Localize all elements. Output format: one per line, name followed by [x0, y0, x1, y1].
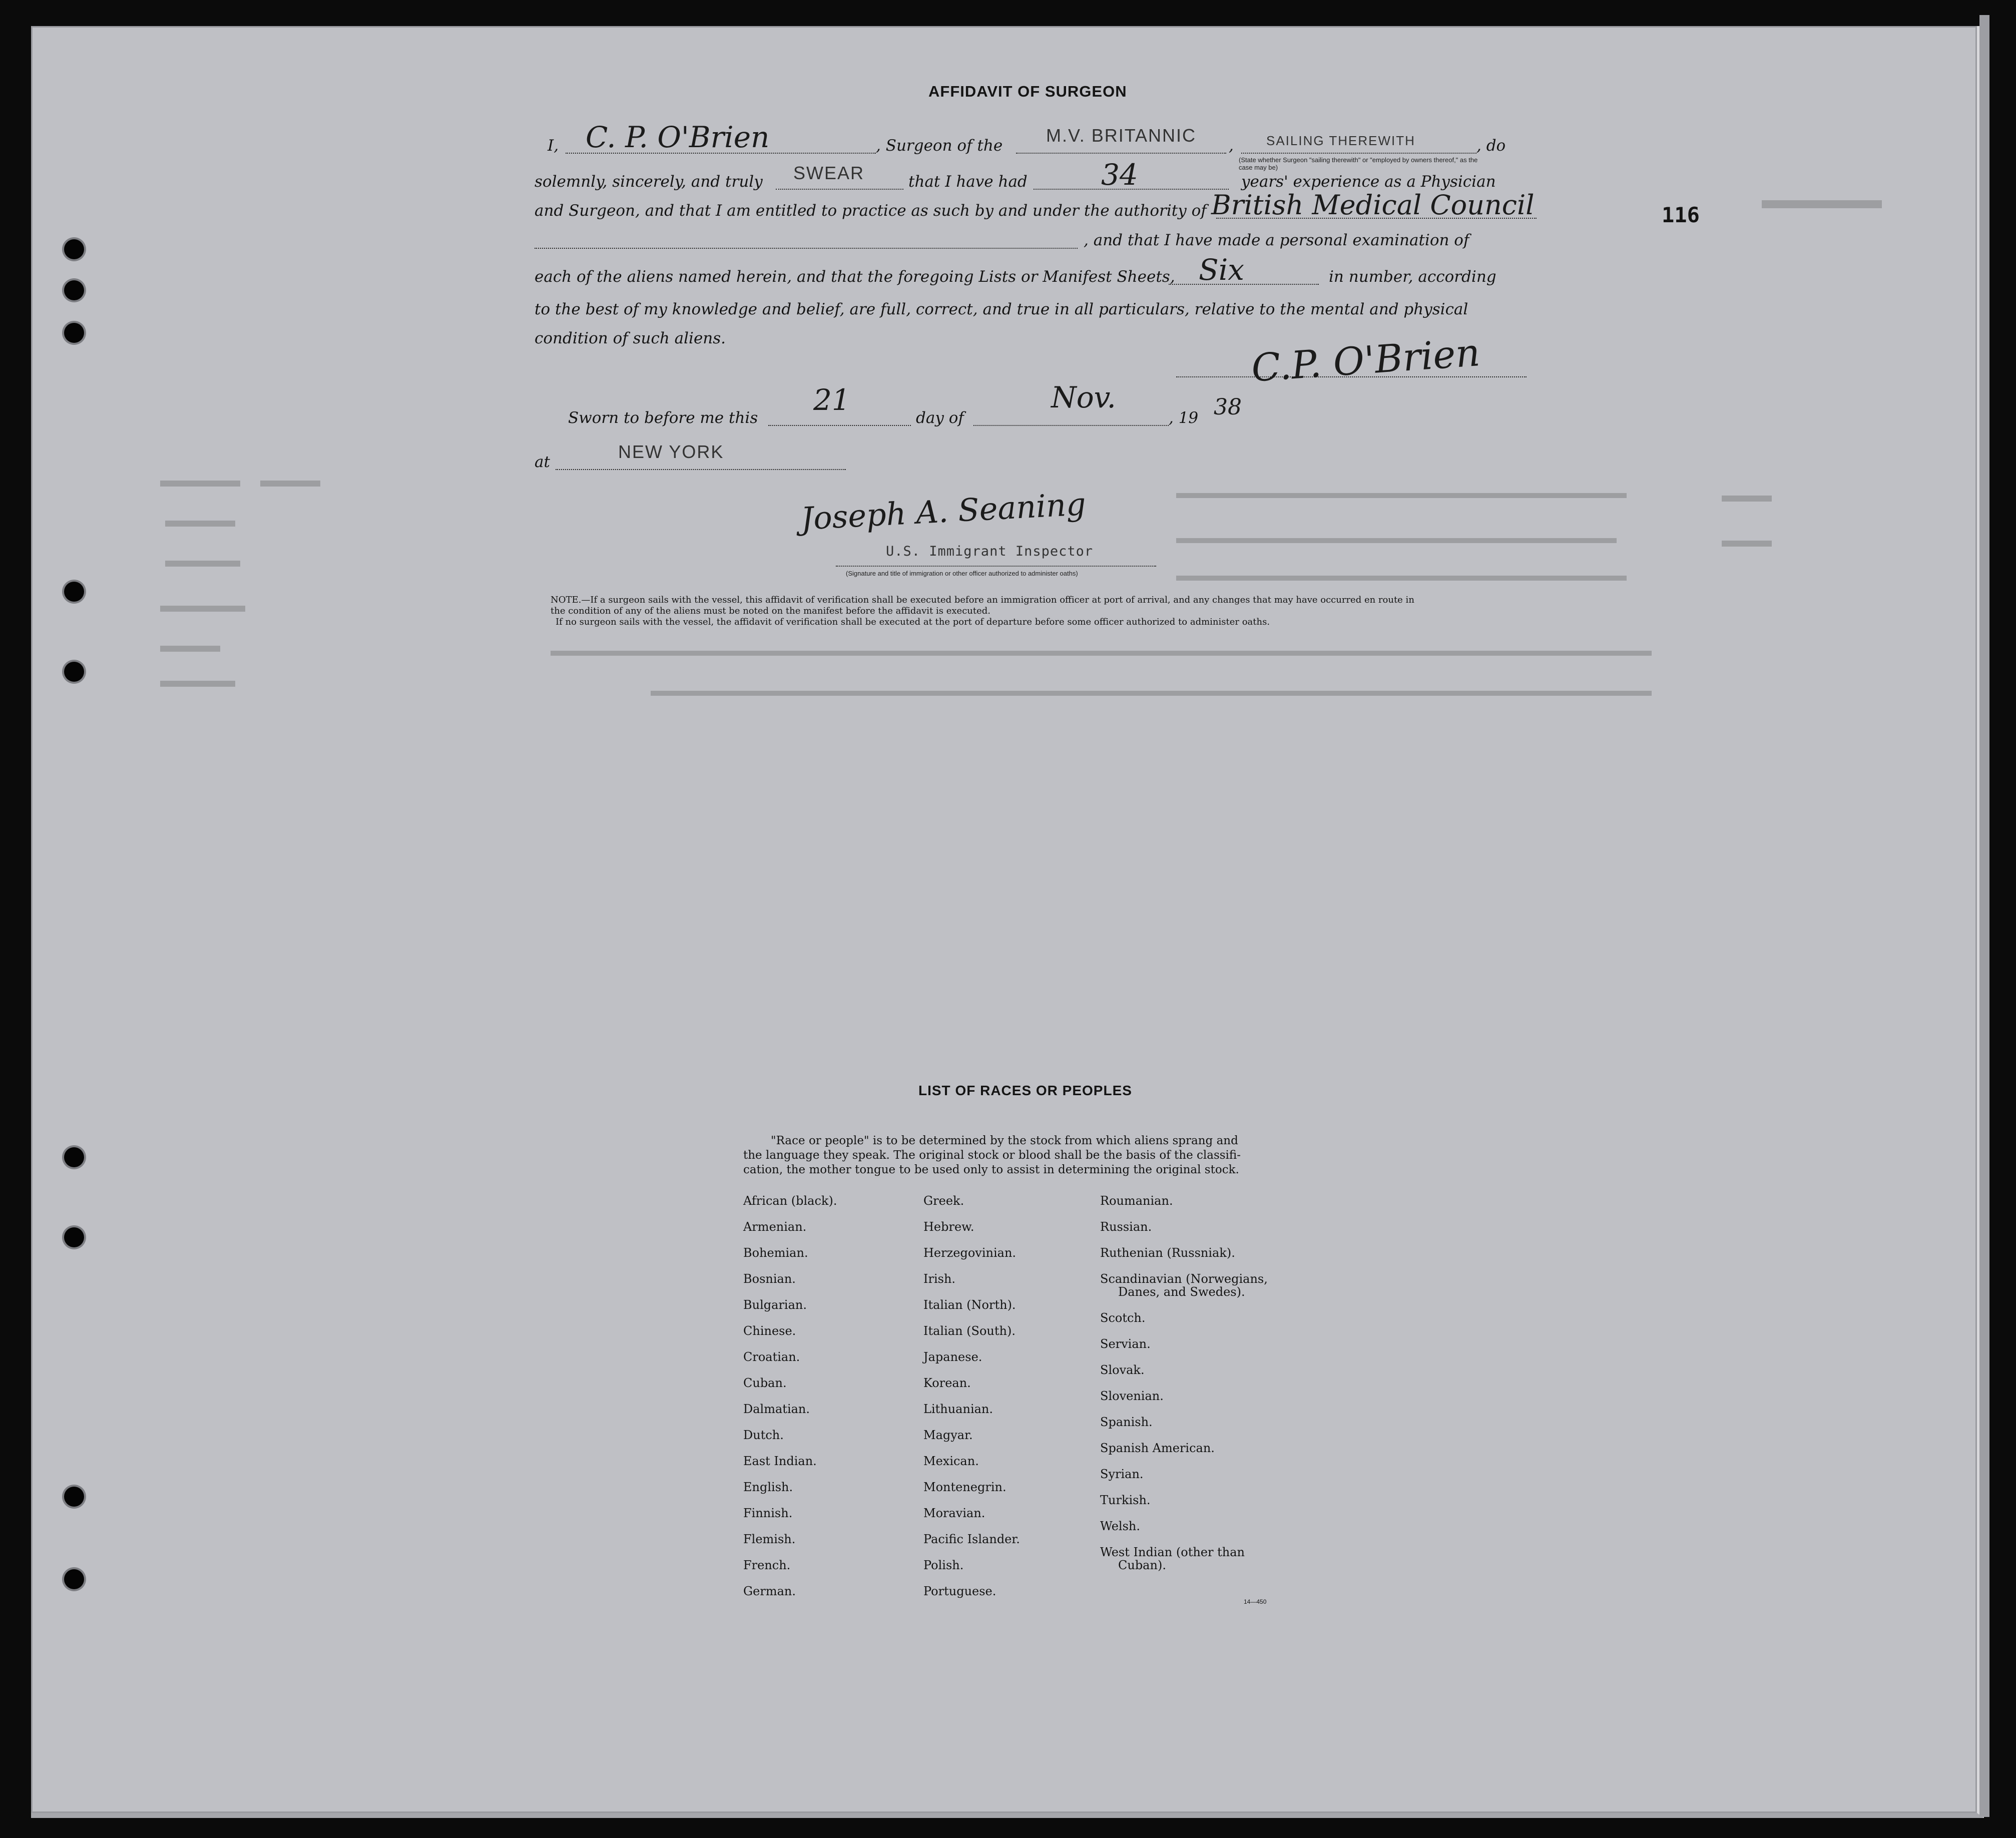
- page-edge: [1979, 15, 1989, 1817]
- affidavit-line2-had: that I have had: [908, 173, 1028, 191]
- form-number: 14—450: [1244, 1598, 1267, 1605]
- race-item: Herzegovinian.: [923, 1246, 1017, 1260]
- affidavit-line7: condition of such aliens.: [535, 329, 726, 347]
- bleed-through-mark: [551, 651, 1652, 656]
- affidavit-line5-suffix: in number, according: [1329, 268, 1496, 286]
- race-item: Japanese.: [923, 1350, 982, 1364]
- day-blank: [768, 425, 911, 426]
- place-blank: [556, 469, 846, 470]
- race-item: Hebrew.: [923, 1220, 974, 1234]
- race-item: Spanish.: [1100, 1415, 1153, 1429]
- race-item: Portuguese.: [923, 1584, 996, 1598]
- binder-hole: [64, 1227, 84, 1247]
- affidavit-line4: , and that I have made a personal examination of: [1084, 231, 1469, 249]
- bleed-through-mark: [1176, 538, 1617, 543]
- affidavit-line1-surgeon-of: , Surgeon of the: [876, 137, 1003, 155]
- affidavit-line5-prefix: each of the aliens named herein, and that the foregoing Lists or Manifest Sheets,: [535, 268, 1175, 286]
- race-item: Dalmatian.: [743, 1402, 810, 1416]
- month-handwritten: Nov.: [1051, 380, 1116, 414]
- affidavit-line2-experience: years' experience as a Physician: [1241, 173, 1496, 191]
- race-item: Bohemian.: [743, 1246, 808, 1260]
- races-column-1: [743, 1194, 837, 1611]
- sworn-label: Sworn to before me this: [568, 409, 758, 427]
- bleed-through-mark: [1176, 493, 1627, 498]
- surgeon-name-handwritten: C. P. O'Brien: [586, 120, 770, 154]
- race-item: Ruthenian (Russniak).: [1100, 1246, 1235, 1260]
- bleed-through-mark: [160, 646, 220, 652]
- race-item: Croatian.: [743, 1350, 800, 1364]
- race-item: Russian.: [1100, 1220, 1152, 1234]
- race-item: Magyar.: [923, 1428, 973, 1442]
- race-item: Welsh.: [1100, 1519, 1140, 1533]
- surgeon-signature: C.P. O'Brien: [1250, 330, 1481, 390]
- bleed-through-mark: [165, 521, 235, 527]
- sheets-handwritten: Six: [1199, 253, 1244, 287]
- race-item: Italian (South).: [923, 1324, 1016, 1338]
- bleed-through-mark: [1722, 541, 1772, 547]
- race-item: African (black).: [743, 1194, 837, 1208]
- sheet-number: 116: [1662, 203, 1700, 227]
- binder-hole: [64, 582, 84, 602]
- race-item: Syrian.: [1100, 1467, 1144, 1481]
- month-blank: [973, 425, 1169, 426]
- authority-handwritten: British Medical Council: [1211, 189, 1535, 221]
- place-stamp: NEW YORK: [618, 441, 724, 462]
- race-item: Scotch.: [1100, 1311, 1146, 1325]
- note-line2: the condition of any of the aliens must be noted on the manifest before the affidavit is executed.: [551, 606, 990, 616]
- race-item: Slovenian.: [1100, 1389, 1164, 1403]
- race-item: Finnish.: [743, 1506, 793, 1520]
- race-item: Roumanian.: [1100, 1194, 1173, 1208]
- races-column-2: [923, 1194, 1020, 1611]
- bleed-through-mark: [160, 606, 245, 612]
- binder-hole: [64, 239, 84, 259]
- year-handwritten: 38: [1214, 394, 1242, 420]
- races-intro-line2: the language they speak. The original stock or blood shall be the basis of the classifi-: [743, 1149, 1241, 1162]
- inspector-instruction: (Signature and title of immigration or other officer authorized to administer oaths): [846, 570, 1078, 577]
- bleed-through-mark: [1762, 200, 1882, 208]
- affidavit-line1-do: , do: [1476, 137, 1506, 155]
- bleed-through-mark: [1722, 496, 1772, 502]
- day-handwritten: 21: [813, 383, 850, 417]
- day-of-label: day of: [916, 409, 964, 427]
- inspector-signature-line: [836, 566, 1156, 567]
- bleed-through-mark: [160, 681, 235, 687]
- binder-hole: [64, 1147, 84, 1167]
- race-item: Polish.: [923, 1558, 964, 1572]
- vessel-blank: [1016, 153, 1226, 154]
- capacity-stamp: SAILING THEREWITH: [1266, 133, 1415, 148]
- affidavit-title: AFFIDAVIT OF SURGEON: [928, 83, 1127, 100]
- binder-hole: [64, 662, 84, 682]
- inspector-title: U.S. Immigrant Inspector: [886, 544, 1094, 559]
- race-item: Pacific Islander.: [923, 1532, 1020, 1546]
- binder-hole: [64, 1569, 84, 1589]
- race-item: Bosnian.: [743, 1272, 796, 1286]
- race-item-continued: Cuban).: [1118, 1558, 1166, 1572]
- race-item: Spanish American.: [1100, 1441, 1215, 1455]
- race-item: Dutch.: [743, 1428, 784, 1442]
- races-intro-line1: "Race or people" is to be determined by the stock from which aliens sprang and: [771, 1134, 1238, 1147]
- race-item: Servian.: [1100, 1337, 1151, 1351]
- binder-hole: [64, 323, 84, 343]
- races-column-3: [1100, 1194, 1268, 1572]
- race-item: Scandinavian (Norwegians,: [1100, 1272, 1268, 1286]
- vessel-stamp: M.V. BRITANNIC: [1046, 125, 1197, 146]
- race-item: East Indian.: [743, 1454, 817, 1468]
- race-item: Turkish.: [1100, 1493, 1151, 1507]
- race-item: Armenian.: [743, 1220, 807, 1234]
- place-label: at: [535, 453, 550, 471]
- bleed-through-mark: [651, 691, 1652, 696]
- race-item: Cuban.: [743, 1376, 787, 1390]
- race-item: Mexican.: [923, 1454, 979, 1468]
- race-item: French.: [743, 1558, 791, 1572]
- bleed-through-mark: [260, 481, 320, 487]
- bleed-through-mark: [160, 481, 240, 487]
- year-prefix-label: , 19: [1169, 409, 1199, 427]
- capacity-instruction: (State whether Surgeon "sailing therewith" or "employed by owners thereof," as the case may be): [1239, 156, 1478, 171]
- affidavit-line1-comma: ,: [1229, 137, 1234, 155]
- race-item: Lithuanian.: [923, 1402, 993, 1416]
- inspector-signature: Joseph A. Seaning: [800, 486, 1087, 537]
- oath-blank: [776, 189, 903, 190]
- race-item: Irish.: [923, 1272, 956, 1286]
- race-item: German.: [743, 1584, 796, 1598]
- affidavit-line6: to the best of my knowledge and belief, are full, correct, and true in all particulars, relative to the mental and physical: [535, 300, 1468, 318]
- note-line1: NOTE.—If a surgeon sails with the vessel, this affidavit of verification shall be executed before an immigration officer at port of arrival, and any changes that may have occurred en route in: [551, 595, 1414, 605]
- affidavit-line3: and Surgeon, and that I am entitled to practice as such by and under the authority of: [535, 202, 1207, 220]
- race-item: Greek.: [923, 1194, 964, 1208]
- note-line3: If no surgeon sails with the vessel, the affidavit of verification shall be executed at the port of departure before some officer authorized to administer oaths.: [556, 617, 1270, 627]
- bleed-through-mark: [165, 561, 240, 567]
- capacity-blank: [1241, 153, 1476, 154]
- bleed-through-mark: [1176, 576, 1627, 581]
- race-item: Slovak.: [1100, 1363, 1145, 1377]
- binder-hole: [64, 1487, 84, 1507]
- race-item-continued: Danes, and Swedes).: [1118, 1285, 1245, 1299]
- race-item: Chinese.: [743, 1324, 796, 1338]
- race-item: Italian (North).: [923, 1298, 1016, 1312]
- binder-hole: [64, 280, 84, 300]
- oath-stamp: SWEAR: [793, 163, 865, 183]
- race-item: West Indian (other than: [1100, 1545, 1245, 1559]
- races-intro-line3: cation, the mother tongue to be used only to assist in determining the original stock.: [743, 1163, 1239, 1176]
- race-item: English.: [743, 1480, 793, 1494]
- race-item: Korean.: [923, 1376, 971, 1390]
- race-item: Flemish.: [743, 1532, 796, 1546]
- affidavit-line2-prefix: solemnly, sincerely, and truly: [535, 173, 763, 191]
- years-handwritten: 34: [1101, 158, 1138, 192]
- race-item: Bulgarian.: [743, 1298, 807, 1312]
- race-item: Moravian.: [923, 1506, 985, 1520]
- race-item: Montenegrin.: [923, 1480, 1006, 1494]
- authority-continuation-blank: [535, 248, 1078, 249]
- races-title: LIST OF RACES OR PEOPLES: [918, 1083, 1132, 1098]
- affidavit-line1-prefix: I,: [548, 137, 559, 155]
